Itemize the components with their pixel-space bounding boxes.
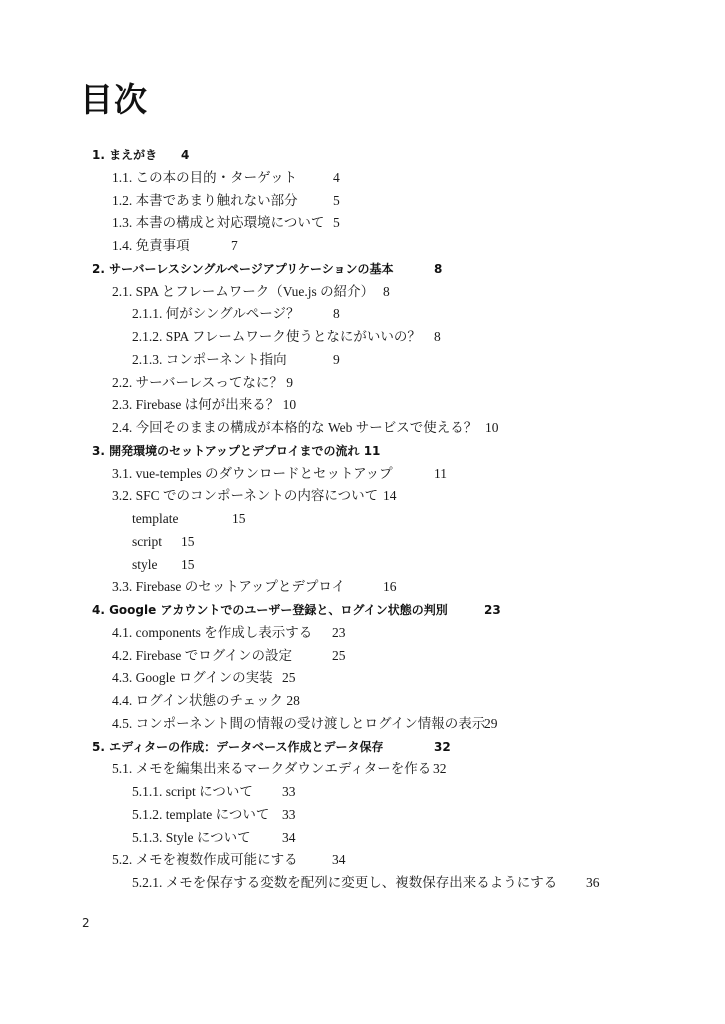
toc-entry-label: 3.2. SFC でのコンポーネントの内容について (112, 488, 379, 504)
toc-entry-label: 1. まえがき (92, 148, 158, 162)
toc-entry[interactable] (132, 804, 725, 826)
toc-entry-page-number: 25 (332, 647, 346, 663)
toc-entry-label: 5. エディターの作成：データベース作成とデータ保存 (92, 739, 384, 754)
toc-entry[interactable] (132, 872, 725, 894)
toc-entry[interactable] (132, 303, 725, 325)
toc-entry-page-number: 15 (232, 511, 246, 526)
toc-entry-label: 4.3. Google ログインの実装 (112, 670, 273, 686)
toc-entry-page-number: 33 (282, 784, 296, 799)
toc-entry-page-number: 15 (181, 533, 195, 549)
toc-entry-label: 2.2. サーバーレスってなに？ 9 (112, 374, 294, 390)
toc-entry-label: template (132, 511, 179, 526)
toc-entry-label: 4.4. ログイン状態のチェック 28 (112, 693, 300, 708)
toc-entry[interactable] (92, 144, 725, 166)
toc-entry-page-number: 8 (333, 306, 340, 322)
toc-entry[interactable] (92, 599, 725, 621)
toc-entry-label: 2.4. 今回そのままの構成が本格的な Web サービスで使える？ (112, 420, 478, 435)
toc-entry-page-number: 23 (484, 603, 501, 617)
toc-entry[interactable] (112, 463, 725, 485)
toc-entry[interactable] (92, 440, 725, 462)
toc-entry-page-number: 29 (484, 715, 498, 731)
toc-entry[interactable] (132, 531, 725, 553)
toc-entry-label: 5.1.1. script について (132, 784, 253, 799)
toc-entry[interactable] (112, 281, 725, 303)
toc-entry[interactable] (112, 417, 725, 439)
toc-entry-page-number: 9 (333, 351, 340, 367)
toc-entry-label: 4.5. コンポーネント間の情報の受け渡しとログイン情報の表示 (112, 715, 486, 731)
toc-entry-page-number: 25 (282, 670, 296, 686)
page-number: 2 (82, 916, 90, 930)
toc-entry-page-number: 8 (383, 283, 390, 299)
toc-entry-label: 1.1. この本の目的・ターゲット (112, 169, 298, 185)
toc-entry-page-number: 7 (231, 238, 238, 253)
toc-entry[interactable] (112, 190, 725, 212)
toc-entry[interactable] (112, 645, 725, 667)
toc-entry-page-number: 16 (383, 579, 397, 595)
toc-entry[interactable] (112, 690, 725, 712)
toc-entry[interactable] (132, 781, 725, 803)
toc-entry-page-number: 32 (434, 739, 451, 754)
toc-entry-label: 5.1. メモを編集出来るマークダウンエディターを作る (112, 761, 432, 777)
toc-entry-label: 2.1.1. 何がシングルページ？ (132, 306, 300, 322)
toc-entry-label: 5.2.1. メモを保存する変数を配列に変更し、複数保存出来るようにする (132, 875, 558, 890)
toc-entry[interactable] (92, 736, 725, 758)
toc-entry-label: 2. サーバーレスシングルページアプリケーションの基本 (92, 261, 394, 276)
toc-entry-page-number: 23 (332, 624, 346, 640)
toc-entry-label: 5.1.2. template について (132, 806, 270, 822)
toc-entry-page-number: 4 (181, 148, 190, 162)
toc-entry[interactable] (112, 167, 725, 189)
toc-entry-page-number: 5 (333, 215, 340, 231)
toc-entry[interactable] (112, 394, 725, 416)
toc-entry-label: 5.2. メモを複数作成可能にする (112, 852, 298, 868)
toc-entry-label: 4.1. components を作成し表示する (112, 624, 313, 640)
toc-entry[interactable] (112, 485, 725, 507)
toc-entry-label: 2.1.2. SPA フレームワーク使うとなにがいいの？ (132, 329, 421, 344)
toc-entry[interactable] (92, 258, 725, 280)
toc-entry-page-number: 34 (282, 829, 296, 845)
toc-entry-label: script (132, 533, 162, 549)
toc-entry-page-number: 36 (586, 875, 600, 890)
toc-entry-page-number: 34 (332, 852, 346, 868)
toc-entry[interactable] (132, 827, 725, 849)
toc-entry[interactable] (132, 349, 725, 371)
toc-entry[interactable] (112, 212, 725, 234)
page-title: 目次 (80, 80, 148, 119)
toc-entry-page-number: 8 (434, 329, 441, 344)
toc-entry[interactable] (112, 667, 725, 689)
toc-entry[interactable] (132, 326, 725, 348)
toc-entry-label: 4.2. Firebase でログインの設定 (112, 647, 293, 663)
toc-entry[interactable] (112, 622, 725, 644)
toc-entry-label: 5.1.3. Style について (132, 829, 251, 845)
toc-entry[interactable] (132, 508, 725, 530)
toc-entry-page-number: 33 (282, 806, 296, 822)
toc-entry-page-number: 14 (383, 488, 397, 504)
toc-entry-label: 4. Google アカウントでのユーザー登録と、ログイン状態の判別 (92, 603, 448, 617)
toc-entry[interactable] (112, 713, 725, 735)
toc-entry[interactable] (112, 758, 725, 780)
toc-entry-page-number: 4 (333, 169, 340, 185)
toc-entry-page-number: 10 (485, 420, 499, 435)
toc-entry-label: 2.1.3. コンポーネント指向 (132, 351, 287, 367)
toc-entry-label: 2.3. Firebase は何が出来る？ 10 (112, 397, 297, 413)
toc-entry-label: 3.3. Firebase のセットアップとデプロイ (112, 579, 345, 595)
toc-entry[interactable] (112, 576, 725, 598)
toc-entry-page-number: 32 (433, 761, 447, 777)
toc-entry-label: style (132, 556, 158, 572)
toc-entry-page-number: 11 (434, 465, 447, 481)
toc-entry-page-number: 5 (333, 192, 340, 208)
toc-entry-label: 1.2. 本書であまり触れない部分 (112, 192, 298, 208)
toc-entry-label: 3. 開発環境のセットアップとデプロイまでの流れ 11 (92, 443, 381, 458)
toc-entry[interactable] (112, 372, 725, 394)
toc-entry[interactable] (112, 235, 725, 257)
toc-entry[interactable] (112, 849, 725, 871)
toc-entry[interactable] (132, 554, 725, 576)
toc-entry-label: 1.4. 免責事項 (112, 238, 190, 253)
toc-entry-label: 2.1. SPA とフレームワーク（Vue.js の紹介） (112, 283, 375, 299)
toc-entry-page-number: 8 (434, 261, 443, 276)
toc-entry-label: 3.1. vue-temples のダウンロードとセットアップ (112, 465, 393, 481)
toc-entry-label: 1.3. 本書の構成と対応環境について (112, 215, 325, 231)
toc-entry-page-number: 15 (181, 556, 195, 572)
